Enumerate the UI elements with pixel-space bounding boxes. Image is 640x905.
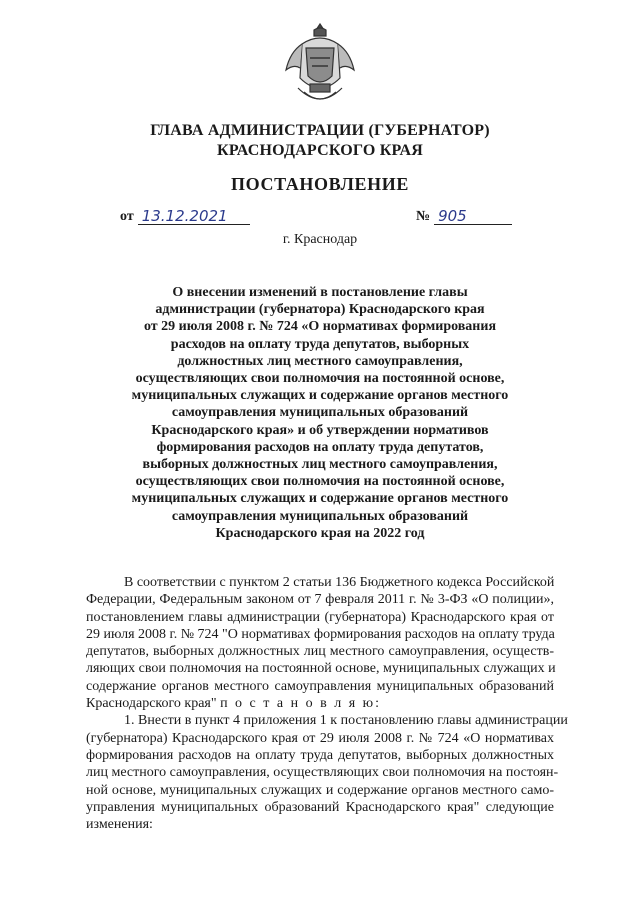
subject-line: Краснодарского края» и об утверждении нормативов [151,422,489,438]
body-line: ной основе, муниципальных служащих и содержание органов местного само- [86,782,554,798]
date-prefix: от [120,209,134,224]
subject-line: Краснодарского края на 2022 год [215,525,425,541]
subject-line: самоуправления муниципальных образований [171,508,469,524]
subject-line: осуществляющих свои полномочия на постоянной основе, [135,371,505,387]
number-prefix: № [416,209,431,224]
subject-line: должностных лиц местного самоуправления, [177,353,463,369]
subject-line: расходов на оплату труда депутатов, выборных [170,336,470,352]
document-body [86,574,568,833]
authority-title-line-2: КРАСНОДАРСКОГО КРАЯ [217,142,423,159]
subject-line: от 29 июля 2008 г. № 724 «О нормативах формирования [143,319,497,335]
subject-line: самоуправления муниципальных образований [171,405,469,421]
body-line: постановлением главы администрации (губернатора) Краснодарского края от [86,609,554,625]
body-line: депутатов, выборных должностных лиц местного самоуправления, осуществ- [86,644,554,660]
body-line: ляющих свои полномочия на постоянной основе, муниципальных служащих и [86,661,556,677]
body-line-text: Краснодарского края" [86,696,217,712]
body-line: Федерации, Федеральным законом от 7 февраля 2011 г. № 3-ФЗ «О полиции», [86,592,554,608]
authority-title-line-1: ГЛАВА АДМИНИСТРАЦИИ (ГУБЕРНАТОР) [150,122,490,139]
subject-line: администрации (губернатора) Краснодарского края [155,302,485,318]
body-line: 1. Внести в пункт 4 приложения 1 к постановлению главы администрации [124,713,568,729]
body-line: (губернатора) Краснодарского края от 29 июля 2008 г. № 724 «О нормативах [86,730,554,746]
document-type-title: ПОСТАНОВЛЕНИЕ [231,174,409,194]
body-line: изменения: [86,817,153,833]
subject-line: осуществляющих свои полномочия на постоянной основе, [135,474,505,490]
subject-line: муниципальных служащих и содержание органов местного [131,491,509,507]
document-subject [90,284,550,542]
body-line: содержание органов местного самоуправления муниципальных образований [86,678,554,694]
date-line [120,208,250,225]
date-value: 13.12.2021 [138,208,250,225]
subject-line: формирования расходов на оплату труда депутатов, [156,439,484,455]
subject-line: О внесении изменений в постановление главы [172,285,468,300]
document-number: 905 [434,208,512,225]
decree-word: п о с т а н о в л я ю: [220,696,381,712]
number-line [416,208,512,225]
subject-line: выборных должностных лиц местного самоуправления, [142,457,498,473]
city-name: г. Краснодар [282,232,358,247]
body-line: управления муниципальных образований Краснодарского края" следующие [86,799,554,815]
coat-of-arms-emblem [280,18,360,118]
body-line [86,695,554,712]
body-line: 29 июля 2008 г. № 724 "О нормативах формирования расходов на оплату труда [86,626,555,642]
body-line: В соответствии с пунктом 2 статьи 136 Бюджетного кодекса Российской [124,575,555,590]
subject-line: муниципальных служащих и содержание органов местного [131,388,509,404]
body-line: формирования расходов на оплату труда депутатов, выборных должностных [86,747,554,763]
body-line: лиц местного самоуправления, осуществляющих свои полномочия на постоян- [86,765,559,781]
